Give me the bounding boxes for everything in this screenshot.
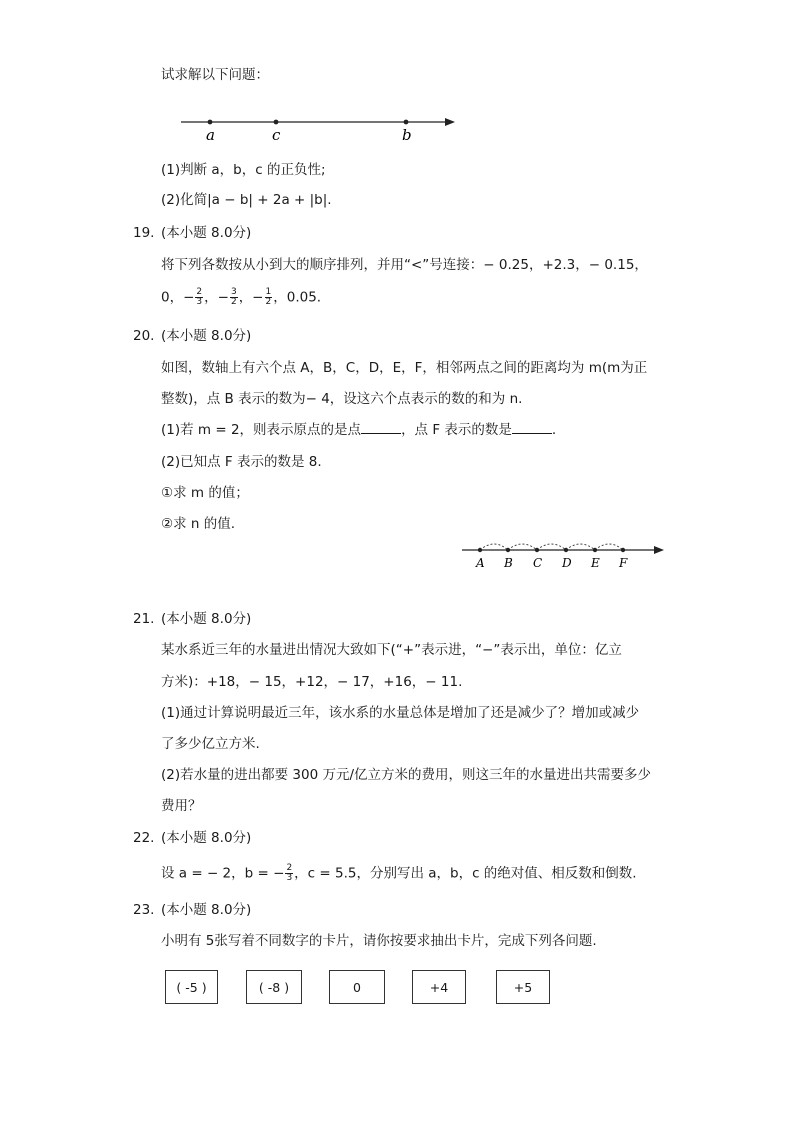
q21-line5: (2)若水量的进出都要 300 万元/亿立方米的费用，则这三年的水量进出共需要多少	[161, 767, 652, 783]
q20-line6: ②求 n 的值.	[161, 516, 236, 532]
card-zero: 0	[329, 970, 385, 1004]
q20-line3c: .	[551, 422, 557, 438]
answer-blank-2	[512, 421, 552, 434]
q23-line1: 小明有 5张写着不同数字的卡片，请你按要求抽出卡片，完成下列各问题.	[161, 933, 597, 949]
q20-line3	[161, 421, 556, 439]
q19-line1: 将下列各数按从小到大的顺序排列，并用“<”号连接：− 0.25，+2.3，− 0.15，	[161, 257, 648, 273]
q19-line2-pre: 0，−	[161, 289, 195, 306]
q18-part1: (1)判断 a，b，c 的正负性;	[161, 162, 326, 178]
intro-text: 试求解以下问题：	[161, 67, 269, 83]
label-A: A	[476, 556, 485, 570]
q19-score: (本小题 8.0分)	[161, 225, 252, 241]
fraction-2-3: $\frac{2}{3}$	[196, 287, 203, 307]
label-E: E	[591, 556, 600, 570]
answer-blank-1	[361, 421, 401, 434]
point-F	[621, 548, 625, 552]
q19-sep2: ，−	[238, 289, 264, 306]
fraction-3-2: $\frac{3}{2}$	[230, 287, 237, 307]
label-c: c	[272, 126, 281, 144]
q20-line2: 整数)，点 B 表示的数为− 4，设这六个点表示的数的和为 n.	[161, 391, 523, 407]
q20-line4: (2)已知点 F 表示的数是 8.	[161, 454, 322, 470]
q23-score: (本小题 8.0分)	[161, 902, 252, 918]
q22-number: 22.	[133, 830, 155, 846]
label-F: F	[619, 556, 628, 570]
q22-score: (本小题 8.0分)	[161, 830, 252, 846]
point-C	[535, 548, 539, 552]
label-b: b	[402, 126, 412, 144]
q20-score: (本小题 8.0分)	[161, 328, 252, 344]
q22-post: ，c = 5.5，分别写出 a，b，c 的绝对值、相反数和倒数.	[294, 865, 637, 882]
q19-line2-post: ，0.05.	[273, 289, 322, 306]
q19-line2	[161, 288, 321, 307]
fraction-1-2: $\frac{1}{2}$	[265, 287, 272, 307]
q21-line3: (1)通过计算说明最近三年，该水系的水量总体是增加了还是减少了？增加或减少	[161, 705, 640, 721]
number-line-abcdef	[460, 536, 670, 572]
point-c	[274, 120, 279, 125]
point-D	[564, 548, 568, 552]
q18-part2: (2)化简|a − b| + 2a + |b|.	[161, 192, 332, 208]
q19-number: 19.	[133, 225, 155, 241]
q21-number: 21.	[133, 611, 155, 627]
card-minus8: ( -8 )	[246, 970, 302, 1004]
q20-number: 20.	[133, 328, 155, 344]
point-a	[208, 120, 213, 125]
point-b	[404, 120, 409, 125]
card-plus4: +4	[412, 970, 466, 1004]
q21-line4: 了多少亿立方米.	[161, 736, 260, 752]
label-D: D	[562, 556, 572, 570]
q21-line6: 费用？	[161, 798, 202, 814]
label-C: C	[533, 556, 543, 570]
q20-line3b: ，点 F 表示的数是	[401, 422, 512, 438]
q20-line5: ①求 m 的值；	[161, 485, 249, 501]
q21-score: (本小题 8.0分)	[161, 611, 252, 627]
point-A	[478, 548, 482, 552]
point-E	[593, 548, 597, 552]
point-B	[506, 548, 510, 552]
number-line-abc	[175, 108, 465, 144]
q22-line1	[161, 864, 637, 883]
q21-line1: 某水系近三年的水量进出情况大致如下(“+”表示进，“−”表示出，单位：亿立	[161, 642, 622, 658]
fraction-2-3-b: $\frac{2}{3}$	[286, 863, 293, 883]
q19-sep1: ，−	[204, 289, 229, 306]
q20-line1: 如图，数轴上有六个点 A，B，C，D，E，F，相邻两点之间的距离均为 m(m为正	[161, 360, 648, 376]
q21-line2: 方米)：+18，− 15，+12，− 17，+16，− 11.	[161, 674, 463, 690]
q22-pre: 设 a = − 2，b = −	[161, 865, 285, 882]
label-a: a	[206, 126, 215, 144]
q23-number: 23.	[133, 902, 155, 918]
card-minus5: ( -5 )	[165, 970, 218, 1004]
label-B: B	[504, 556, 513, 570]
q20-line3a: (1)若 m = 2，则表示原点的是点	[161, 422, 362, 438]
card-plus5: +5	[496, 970, 550, 1004]
